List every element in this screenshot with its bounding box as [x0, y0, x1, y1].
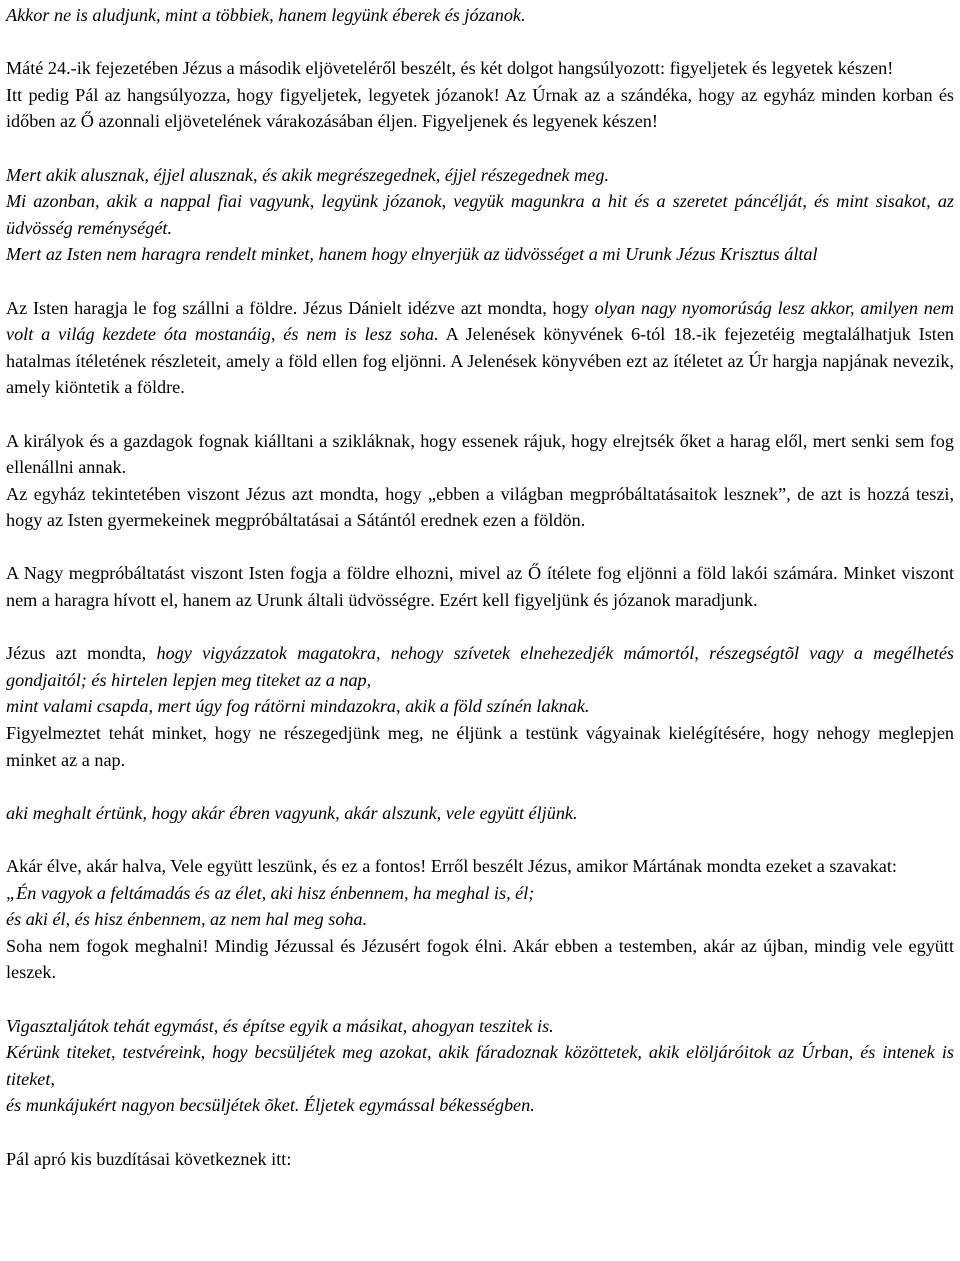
paragraph: [6, 188, 954, 241]
text-run: mint valami csapda, mert úgy fog rátörni mindazokra, akik a föld színén laknak.: [6, 696, 590, 717]
text-run: aki meghalt értünk, hogy akár ébren vagyunk, akár alszunk, vele együtt éljünk.: [6, 802, 578, 823]
text-run: Az egyház tekintetében viszont Jézus azt mondta, hogy „ebben a világban megpróbáltatásaitok lesznek”, de azt is hozzá teszi, hogy az Isten gyermekeinek megpróbáltatásai a Sátántól erednek ezen a földön.: [6, 483, 954, 531]
paragraph: [6, 2, 954, 29]
paragraph: [6, 933, 954, 986]
paragraph: [6, 800, 954, 827]
paragraph: [6, 853, 954, 880]
text-run: Akár élve, akár halva, Vele együtt leszünk, és ez a fontos! Erről beszélt Jézus, amikor Mártának mondta ezeket a szavakat:: [6, 856, 897, 876]
text-run: Kérünk titeket, testvéreink, hogy becsüljétek meg azokat, akik fáradoznak közöttetek, akik elöljáróitok az Úrban, és intenek is titeket,: [6, 1042, 954, 1089]
paragraph: [6, 720, 954, 773]
paragraph: [6, 295, 954, 401]
text-run: Vigasztaljátok tehát egymást, és építse egyik a másikat, ahogyan teszitek is.: [6, 1015, 554, 1036]
text-run: és munkájukért nagyon becsüljétek õket. Éljetek egymással békességben.: [6, 1095, 535, 1116]
text-run: „Én vagyok a feltámadás és az élet, aki hisz énbennem, ha meghal is, él;: [6, 882, 535, 903]
paragraph: [6, 880, 954, 933]
paragraph: [6, 82, 954, 135]
paragraph: [6, 241, 954, 268]
text-run: olyan nagy nyomorúság lesz akkor, amilyen nem volt a világ kezdete óta mostanáig, és nem is lesz soha.: [6, 297, 954, 345]
paragraph: [6, 481, 954, 534]
paragraph: [6, 1039, 954, 1119]
text-run: és aki él, és hisz énbennem, az nem hal meg soha.: [6, 909, 368, 930]
text-run: hogy vigyázzatok magatokra, nehogy szívetek elnehezedjék mámortól, részegségtõl vagy a megélhetés gondjaitól; és hirtelen lepjen meg titeket az a nap,: [6, 643, 954, 690]
paragraph: [6, 1146, 954, 1173]
text-run: A Jelenések könyvének 6-tól 18.-ik fejezetéig megtalálhatjuk Isten hatalmas ítéletének részleteit, amely a föld ellen fog eljönni. A Jelenések könyvében ezt az ítéletet az Úr hargja napjának nevezik, amely kiöntetik a földre.: [6, 324, 954, 398]
paragraph: [6, 640, 954, 720]
text-run: A Nagy megpróbáltatást viszont Isten fogja a földre elhozni, mivel az Ő ítélete fog eljönni a föld lakói számára. Minket viszont nem a haragra hívott el, hanem az Urunk általi üdvösségre. Ezért kell figyeljünk és józanok maradjunk.: [6, 563, 954, 611]
paragraph: [6, 1013, 954, 1040]
text-run: Akkor ne is aludjunk, mint a többiek, hanem legyünk éberek és józanok.: [6, 5, 526, 25]
text-run: Figyelmeztet tehát minket, hogy ne részegedjünk meg, ne éljünk a testünk vágyainak kielégítésére, hogy nehogy meglepjen minket az a nap.: [6, 723, 954, 770]
text-run: Itt pedig Pál az hangsúlyozza, hogy figyeljetek, legyetek józanok! Az Úrnak az a szándéka, hogy az egyház minden korban és időben az Ő azonnali eljövetelének várakozásában éljen. Figyeljenek és legyenek készen!: [6, 84, 954, 132]
text-run: Pál apró kis buzdításai következnek itt:: [6, 1148, 292, 1169]
text-run: Soha nem fogok meghalni! Mindig Jézussal és Jézusért fogok élni. Akár ebben a testemben, akár az újban, mindig vele együtt leszek.: [6, 935, 954, 983]
text-run: Jézus azt mondta,: [6, 643, 157, 664]
text-run: Mi azonban, akik a nappal fiai vagyunk, legyünk józanok, vegyük magunkra a hit és a szeretet páncélját, és mint sisakot, az üdvösség reménységét.: [6, 191, 954, 238]
text-run: Mert az Isten nem haragra rendelt minket, hanem hogy elnyerjük az üdvösséget a mi Urunk Jézus Krisztus által: [6, 244, 818, 265]
text-run: Az Isten haragja le fog szállni a földre. Jézus Dánielt idézve azt mondta, hogy: [6, 297, 595, 318]
paragraph: [6, 560, 954, 613]
paragraph: [6, 428, 954, 481]
paragraph: [6, 55, 954, 82]
text-run: Máté 24.-ik fejezetében Jézus a második eljöveteléről beszélt, és két dolgot hangsúlyozott: figyeljetek és legyetek készen!: [6, 58, 894, 79]
paragraph: [6, 162, 954, 189]
text-run: Mert akik alusznak, éjjel alusznak, és akik megrészegednek, éjjel részegednek meg.: [6, 164, 610, 185]
text-run: A királyok és a gazdagok fognak kiálltani a szikláknak, hogy essenek rájuk, hogy elrejtsék őket a harag elől, mert senki sem fog ellenállni annak.: [6, 430, 954, 478]
